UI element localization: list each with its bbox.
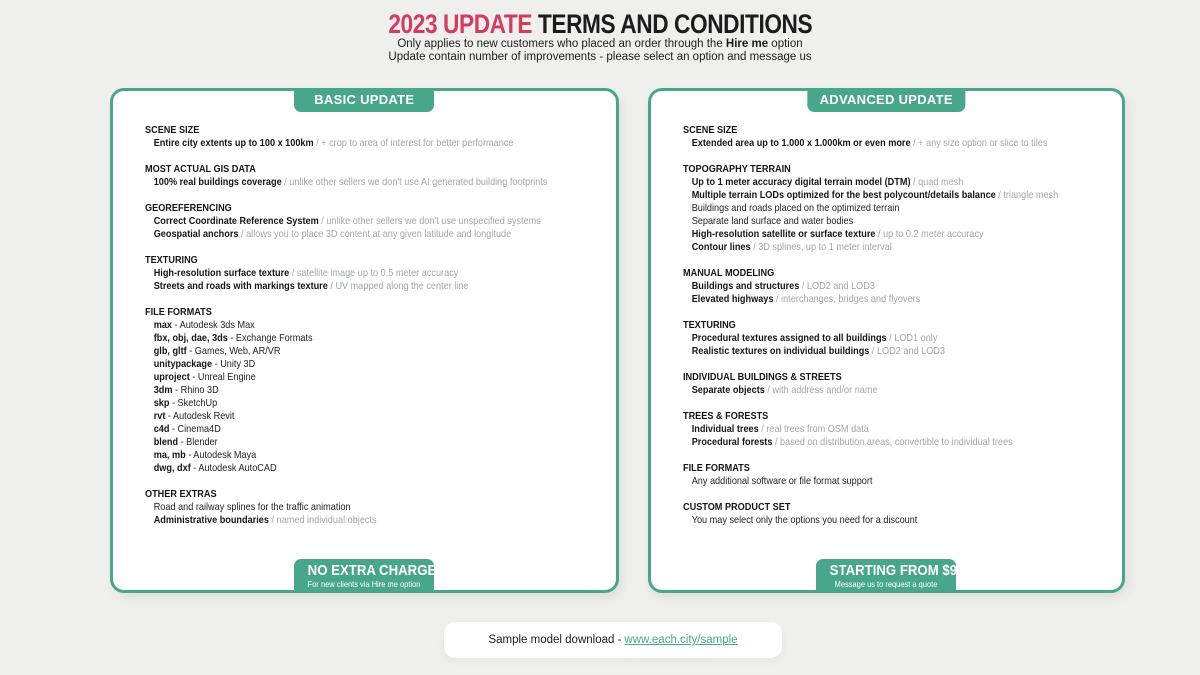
- feature-item: glb, gltf - Games, Web, AR/VR: [153, 345, 281, 357]
- section-title: MOST ACTUAL GIS DATA: [145, 163, 256, 175]
- footer-badge-title: NO EXTRA CHARGE: [307, 562, 437, 579]
- feature-item: Realistic textures on individual buildings / LOD2 and LOD3: [691, 345, 945, 357]
- feature-item: Elevated highways / interchanges, bridges and flyovers: [691, 293, 920, 305]
- feature-item: fbx, obj, dae, 3ds - Exchange Formats: [153, 332, 313, 344]
- section-title: CUSTOM PRODUCT SET: [682, 501, 791, 513]
- section-title: SCENE SIZE: [682, 124, 737, 136]
- sample-download-label: Sample model download -: [488, 634, 622, 646]
- page-title: [0, 10, 1200, 38]
- feature-item: blend - Blender: [153, 436, 218, 448]
- feature-item: Administrative boundaries / named individual objects: [153, 514, 377, 526]
- feature-item: Extended area up to 1.000 x 1.000km or even more / + any size option or slice to tiles: [691, 137, 1047, 149]
- section: [683, 371, 1114, 397]
- starting-from-badge: [816, 559, 965, 593]
- footer-badge-subtitle: Message us to request a quote: [834, 579, 938, 589]
- section-title: TOPOGRAPHY TERRAIN: [682, 163, 791, 175]
- section: [683, 124, 1114, 150]
- feature-item: unitypackage - Unity 3D: [153, 358, 256, 370]
- section-title: TEXTURING: [145, 254, 198, 266]
- feature-item: uproject - Unreal Engine: [153, 371, 256, 383]
- section: [145, 306, 608, 475]
- feature-item: High-resolution surface texture / satellite image up to 0.5 meter accuracy: [153, 267, 459, 279]
- subtitle-pre: Only applies to new customers who placed an order through the: [397, 38, 726, 50]
- section-title: FILE FORMATS: [145, 306, 212, 318]
- section-title: INDIVIDUAL BUILDINGS & STREETS: [682, 371, 842, 383]
- section: [683, 501, 1114, 527]
- section-title: MANUAL MODELING: [682, 267, 774, 279]
- subtitle-line-2: Update contain number of improvements - please select an option and message us: [388, 50, 812, 63]
- feature-item: Contour lines / 3D splines, up to 1 meter interval: [691, 241, 892, 253]
- section-title: OTHER EXTRAS: [145, 488, 217, 500]
- page-title-accent: 2023 UPDATE: [388, 9, 532, 39]
- feature-item: rvt - Autodesk Revit: [153, 410, 235, 422]
- feature-item: Buildings and structures / LOD2 and LOD3: [691, 280, 875, 292]
- advanced-update-panel: [648, 88, 1125, 593]
- feature-item: Procedural forests / based on distribution areas, convertible to individual trees: [691, 436, 1013, 448]
- feature-item: Any additional software or file format support: [691, 475, 873, 487]
- feature-item: Buildings and roads placed on the optimized terrain: [691, 202, 899, 214]
- section: [145, 163, 608, 189]
- feature-item: Entire city extents up to 100 x 100km / + crop to area of interest for better performance: [153, 137, 514, 149]
- feature-item: Separate land surface and water bodies: [691, 215, 853, 227]
- feature-item: Multiple terrain LODs optimized for the best polycount/details balance / triangle mesh: [691, 189, 1058, 201]
- panels-container: [110, 88, 1090, 593]
- feature-item: Geospatial anchors / allows you to place 3D content at any given latitude and longitude: [153, 228, 512, 240]
- section: [145, 488, 608, 527]
- sample-download-link[interactable]: www.each.city/sample: [624, 634, 738, 646]
- feature-item: Individual trees / real trees from OSM data: [691, 423, 869, 435]
- section-title: GEOREFERENCING: [145, 202, 232, 214]
- subtitle-line-1: [0, 38, 1200, 51]
- page-title-rest: TERMS AND CONDITIONS: [531, 9, 812, 39]
- feature-item: Procedural textures assigned to all buildings / LOD1 only: [691, 332, 938, 344]
- subtitle-bold: Hire me: [725, 38, 769, 50]
- feature-item: Up to 1 meter accuracy digital terrain model (DTM) / quad mesh: [691, 176, 963, 188]
- feature-item: max - Autodesk 3ds Max: [153, 319, 255, 331]
- section: [683, 163, 1114, 254]
- section: [683, 462, 1114, 488]
- feature-item: dwg, dxf - Autodesk AutoCAD: [153, 462, 277, 474]
- advanced-update-body: [651, 91, 1122, 527]
- advanced-update-badge: ADVANCED UPDATE: [808, 88, 965, 112]
- section: [145, 202, 608, 241]
- feature-item: ma, mb - Autodesk Maya: [153, 449, 257, 461]
- page-header: [0, 10, 1200, 63]
- feature-item: Correct Coordinate Reference System / unlike other sellers we don't use unspecified systems: [153, 215, 541, 227]
- basic-update-panel: [110, 88, 619, 593]
- section: [145, 254, 608, 293]
- no-extra-charge-badge: [294, 559, 437, 593]
- feature-item: Separate objects / with address and/or name: [691, 384, 878, 396]
- section-title: FILE FORMATS: [682, 462, 750, 474]
- sample-download-bar: [444, 622, 782, 658]
- feature-item: 3dm - Rhino 3D: [153, 384, 219, 396]
- section-title: SCENE SIZE: [145, 124, 200, 136]
- feature-item: You may select only the options you need for a discount: [691, 514, 917, 526]
- feature-item: skp - SketchUp: [153, 397, 218, 409]
- feature-item: High-resolution satellite or surface texture / up to 0.2 meter accuracy: [691, 228, 984, 240]
- basic-update-badge: BASIC UPDATE: [294, 88, 434, 112]
- feature-item: Streets and roads with markings texture / UV mapped along the center line: [153, 280, 469, 292]
- footer-badge-subtitle: For new clients via Hire me option: [307, 579, 421, 589]
- footer-badge-title: STARTING FROM $99: [829, 562, 965, 579]
- basic-update-body: [113, 91, 616, 527]
- feature-item: Road and railway splines for the traffic animation: [153, 501, 351, 513]
- feature-item: 100% real buildings coverage / unlike other sellers we don't use AI generated building footprints: [153, 176, 548, 188]
- section: [683, 319, 1114, 358]
- feature-item: c4d - Cinema4D: [153, 423, 221, 435]
- section-title: TEXTURING: [682, 319, 736, 331]
- section: [683, 267, 1114, 306]
- section-title: TREES & FORESTS: [682, 410, 768, 422]
- subtitle-post: option: [768, 38, 803, 50]
- section: [683, 410, 1114, 449]
- section: [145, 124, 608, 150]
